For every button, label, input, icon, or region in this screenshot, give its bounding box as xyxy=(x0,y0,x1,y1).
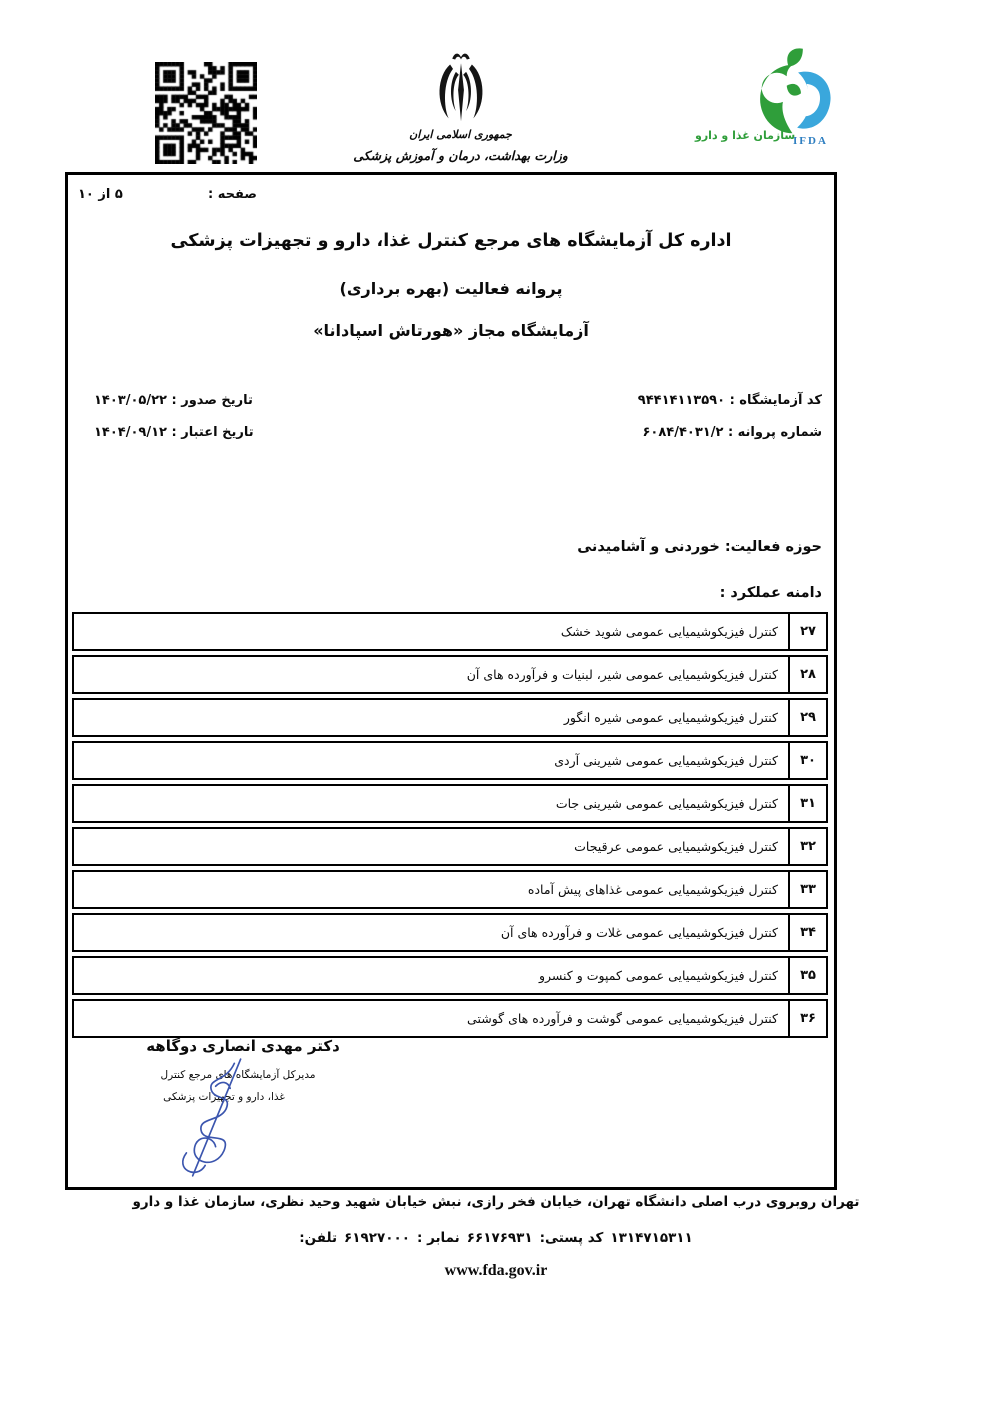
ifda-name-english: IFDA xyxy=(793,135,828,147)
page-number-value: ۵ از ۱۰ xyxy=(78,187,123,202)
license-number-line xyxy=(642,425,822,440)
row-text: کنترل فیزیکوشیمیایی عمومی شیره انگور xyxy=(563,710,778,725)
expiry-date-label: تاریخ اعتبار : xyxy=(171,425,254,440)
row-text: کنترل فیزیکوشیمیایی عمومی شیرینی جات xyxy=(555,796,778,811)
issue-date-line xyxy=(94,393,253,408)
footer-contact xyxy=(0,1230,992,1246)
iran-emblem-icon xyxy=(424,50,498,130)
table-row xyxy=(72,612,828,651)
ministry-name-line: وزارت بهداشت، درمان و آموزش پزشکی xyxy=(353,148,568,163)
ifda-logo-icon xyxy=(743,45,838,137)
laboratory-name-title: آزمایشگاه مجاز «هورتاش اسپادانا» xyxy=(313,321,589,340)
row-text: کنترل فیزیکوشیمیایی عمومی گوشت و فرآورده های گوشتی xyxy=(467,1011,778,1026)
row-number: ۳۲ xyxy=(788,829,826,864)
table-row xyxy=(72,956,828,995)
handwritten-signature xyxy=(148,1055,278,1180)
issue-date-value: ۱۴۰۳/۰۵/۲۲ xyxy=(94,393,167,408)
row-text: کنترل فیزیکوشیمیایی عمومی شیرینی آردی xyxy=(554,753,778,768)
license-type-title: پروانه فعالیت (بهره برداری) xyxy=(339,279,563,298)
row-number: ۳۰ xyxy=(788,743,826,778)
row-text: کنترل فیزیکوشیمیایی عمومی کمپوت و کنسرو xyxy=(538,968,778,983)
row-text: کنترل فیزیکوشیمیایی عمومی شوید خشک xyxy=(560,624,778,639)
license-number-label: شماره پروانه : xyxy=(727,425,822,440)
signer-title-line1: مدیرکل آزمایشگاه های مرجع کنترل xyxy=(160,1069,316,1081)
row-number: ۲۸ xyxy=(788,657,826,692)
page-number-label: صفحه : xyxy=(208,187,257,202)
footer-address: تهران روبروی درب اصلی دانشگاه تهران، خیابان فخر رازی، نبش خیابان شهید وحید نظری، سازمان غذا و دارو xyxy=(132,1194,860,1210)
table-row xyxy=(72,999,828,1038)
footer-website: www.fda.gov.ir xyxy=(444,1262,548,1279)
expiry-date-value: ۱۴۰۴/۰۹/۱۲ xyxy=(94,425,167,440)
row-number: ۲۹ xyxy=(788,700,826,735)
license-number-value: ۶۰۸۴/۴۰۳۱/۲ xyxy=(642,425,724,440)
document-title: اداره کل آزمایشگاه های مرجع کنترل غذا، دارو و تجهیزات پزشکی xyxy=(170,231,732,251)
lab-code-value: ۹۴۴۱۴۱۱۳۵۹۰ xyxy=(637,393,726,408)
certificate-body xyxy=(65,172,837,1190)
table-row xyxy=(72,655,828,694)
table-row xyxy=(72,784,828,823)
table-row xyxy=(72,870,828,909)
field-of-activity: حوزه فعالیت: خوردنی و آشامیدنی xyxy=(577,539,822,555)
table-row xyxy=(72,827,828,866)
phone-value: ۶۱۹۲۷۰۰۰ xyxy=(344,1230,410,1246)
phone-label: تلفن: xyxy=(299,1230,338,1246)
row-text: کنترل فیزیکوشیمیایی عمومی غذاهای پیش آماده xyxy=(527,882,778,897)
ifda-name-farsi: سازمان غذا و دارو xyxy=(695,129,796,142)
row-number: ۳۱ xyxy=(788,786,826,821)
row-number: ۲۷ xyxy=(788,614,826,649)
issue-date-label: تاریخ صدور : xyxy=(171,393,253,408)
postal-code-value: ۱۳۱۴۷۱۵۳۱۱ xyxy=(610,1230,693,1246)
row-number: ۳۳ xyxy=(788,872,826,907)
lab-code-line xyxy=(638,393,822,408)
expiry-date-line xyxy=(94,425,254,440)
fax-value: ۶۶۱۷۶۹۳۱ xyxy=(466,1230,533,1246)
signer-title-line2: غذا، دارو و تجهیزات پزشکی xyxy=(163,1091,285,1103)
row-text: کنترل فیزیکوشیمیایی عمومی غلات و فرآورده های آن xyxy=(500,925,778,940)
row-number: ۳۴ xyxy=(788,915,826,950)
ministry-country-line: جمهوری اسلامی ایران xyxy=(409,128,512,141)
row-number: ۳۵ xyxy=(788,958,826,993)
lab-code-label: کد آزمایشگاه : xyxy=(729,393,822,408)
fax-label: نمابر : xyxy=(416,1230,460,1246)
row-number: ۳۶ xyxy=(788,1001,826,1036)
scope-table xyxy=(72,612,828,1042)
signer-name: دکتر مهدی انصاری دوگاهه xyxy=(146,1037,340,1055)
row-text: کنترل فیزیکوشیمیایی عمومی شیر، لبنیات و فرآورده های آن xyxy=(466,667,778,682)
postal-code-label: کد پستی: xyxy=(539,1230,604,1246)
row-text: کنترل فیزیکوشیمیایی عمومی عرقیجات xyxy=(574,839,778,854)
ifda-logo xyxy=(695,45,885,163)
table-row xyxy=(72,741,828,780)
scope-of-performance-label: دامنه عملکرد : xyxy=(719,585,822,601)
table-row xyxy=(72,698,828,737)
qr-code xyxy=(155,62,257,164)
ministry-header xyxy=(353,50,568,180)
table-row xyxy=(72,913,828,952)
